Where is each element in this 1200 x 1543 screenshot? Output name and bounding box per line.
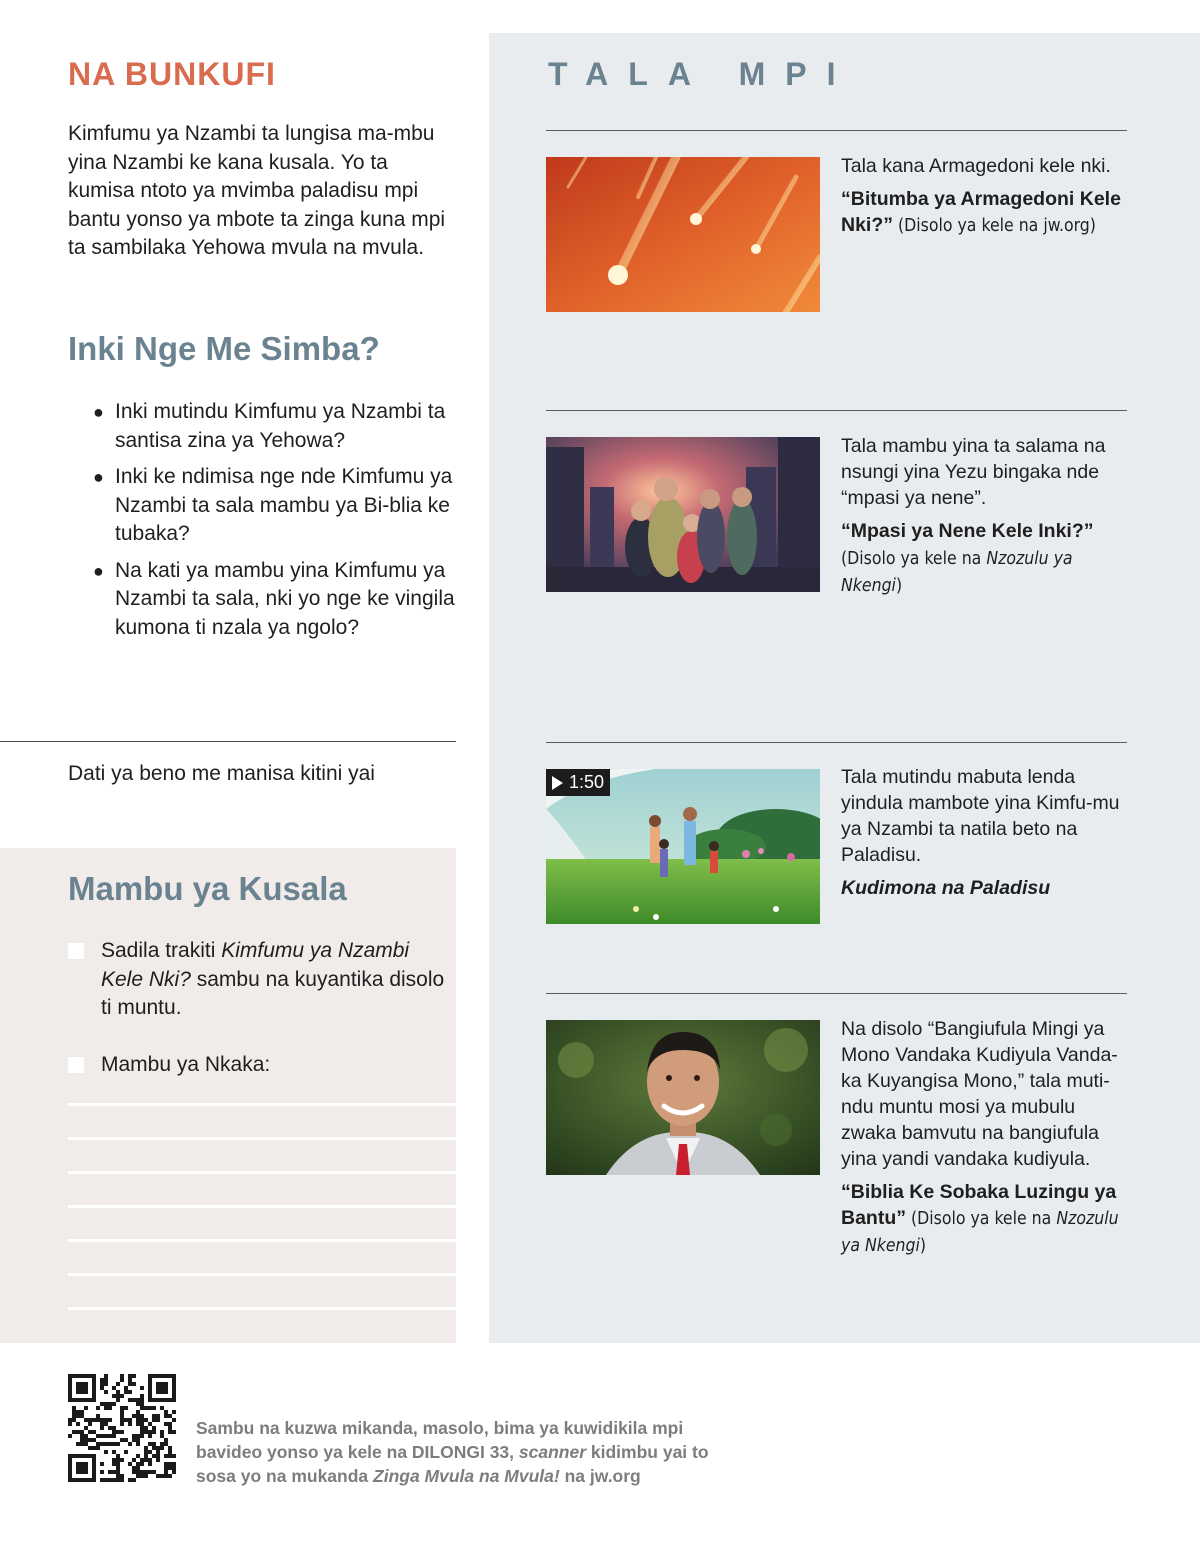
armageddon-meteor-image[interactable] xyxy=(546,157,820,312)
todo-text: Mambu ya Nkaka: xyxy=(101,1053,271,1076)
bullet-icon: ● xyxy=(93,467,104,487)
write-line[interactable] xyxy=(68,1307,456,1310)
video-duration-badge[interactable] xyxy=(546,769,610,796)
divider xyxy=(546,410,1127,411)
divider xyxy=(546,130,1127,131)
todo-title: Mambu ya Kusala xyxy=(68,870,347,907)
questions-title: Inki Nge Me Simba? xyxy=(68,330,380,367)
todo-item-other[interactable] xyxy=(68,1051,448,1080)
explore-title: TALA MPI xyxy=(548,56,856,92)
explore-item-paradise xyxy=(841,764,1131,901)
summary-text: Kimfumu ya Nzambi ta lungisa ma-mbu yina Nzambi ke kana kusala. Yo ta kumisa ntoto ya mvimba paladisu mpi bantu yonso ya mbote ta zinga kuna mpi ta sambilaka Yehowa mvula na mvula. xyxy=(68,122,446,259)
play-icon[interactable] xyxy=(552,776,563,790)
list-item xyxy=(93,463,463,549)
video-link[interactable]: Kudimona na Paladisu xyxy=(841,877,1051,899)
write-line[interactable] xyxy=(68,1205,456,1208)
duration-text: 1:50 xyxy=(569,772,605,792)
article-link[interactable]: “Mpasi ya Nene Kele Inki?” (Disolo ya kele na Nzozulu ya Nkengi) xyxy=(841,520,1094,596)
bullet-icon: ● xyxy=(93,402,104,422)
explore-item-tribulation xyxy=(841,433,1131,599)
list-item xyxy=(93,398,463,455)
checkbox[interactable] xyxy=(68,1057,84,1073)
checkbox[interactable] xyxy=(68,943,84,959)
article-link[interactable]: “Bitumba ya Armagedoni Kele Nki?” (Disolo ya kele na jw.org) xyxy=(841,188,1121,236)
write-line[interactable] xyxy=(68,1239,456,1242)
man-portrait-image[interactable] xyxy=(546,1020,820,1175)
write-line[interactable] xyxy=(68,1103,456,1106)
summary-title: NA BUNKUFI xyxy=(68,56,276,92)
divider xyxy=(0,741,456,742)
explore-description: Tala kana Armagedoni kele nki. xyxy=(841,155,1111,177)
article-link[interactable]: “Biblia Ke Sobaka Luzingu ya Bantu” (Disolo ya kele na Nzozulu ya Nkengi) xyxy=(841,1181,1119,1256)
question-text: Inki mutindu Kimfumu ya Nzambi ta santisa zina ya Yehowa? xyxy=(115,400,446,452)
completion-date-label: Dati ya beno me manisa kitini yai xyxy=(68,762,375,785)
footer-note: Sambu na kuzwa mikanda, masolo, bima ya kuwidikila mpi bavideo yonso ya kele na DILONGI 33, scanner kidimbu yai to sosa yo na mukanda Zinga Mvula na Mvula! na jw.org xyxy=(196,1418,709,1486)
review-questions-list xyxy=(93,398,463,650)
todo-text: Sadila trakiti Kimfumu ya Nzambi Kele Nki? sambu na kuyantika disolo ti muntu. xyxy=(101,939,445,1019)
explore-description: Tala mutindu mabuta lenda yindula mambote yina Kimfu-mu ya Nzambi ta natila beto na Paladisu. xyxy=(841,766,1120,866)
todo-item-tract[interactable] xyxy=(68,937,448,1023)
write-line[interactable] xyxy=(68,1137,456,1140)
divider xyxy=(546,993,1127,994)
write-line[interactable] xyxy=(68,1171,456,1174)
list-item xyxy=(93,557,463,643)
explore-item-life-story xyxy=(841,1016,1131,1259)
divider xyxy=(546,742,1127,743)
todo-panel xyxy=(0,848,456,1343)
write-line[interactable] xyxy=(68,1273,456,1276)
qr-code-icon[interactable] xyxy=(68,1374,176,1482)
explore-description: Na disolo “Bangiufula Mingi ya Mono Vandaka Kudiyula Vanda-ka Kuyangisa Mono,” tala muti-ndu muntu mosi ya mubulu zwaka bamvutu na bangiufula yina yandi vandaka kudiyula. xyxy=(841,1018,1118,1170)
great-tribulation-image[interactable] xyxy=(546,437,820,592)
bullet-icon: ● xyxy=(93,560,104,581)
question-text: Inki ke ndimisa nge nde Kimfumu ya Nzambi ta sala mambu ya Bi-blia ke tubaka? xyxy=(115,465,453,545)
explore-description: Tala mambu yina ta salama na nsungi yina Yezu bingaka nde “mpasi ya nene”. xyxy=(841,435,1106,509)
explore-item-armageddon xyxy=(841,153,1131,239)
question-text: Na kati ya mambu yina Kimfumu ya Nzambi ta sala, nki yo nge ke vingila kumona ti nzala ya ngolo? xyxy=(115,558,455,639)
